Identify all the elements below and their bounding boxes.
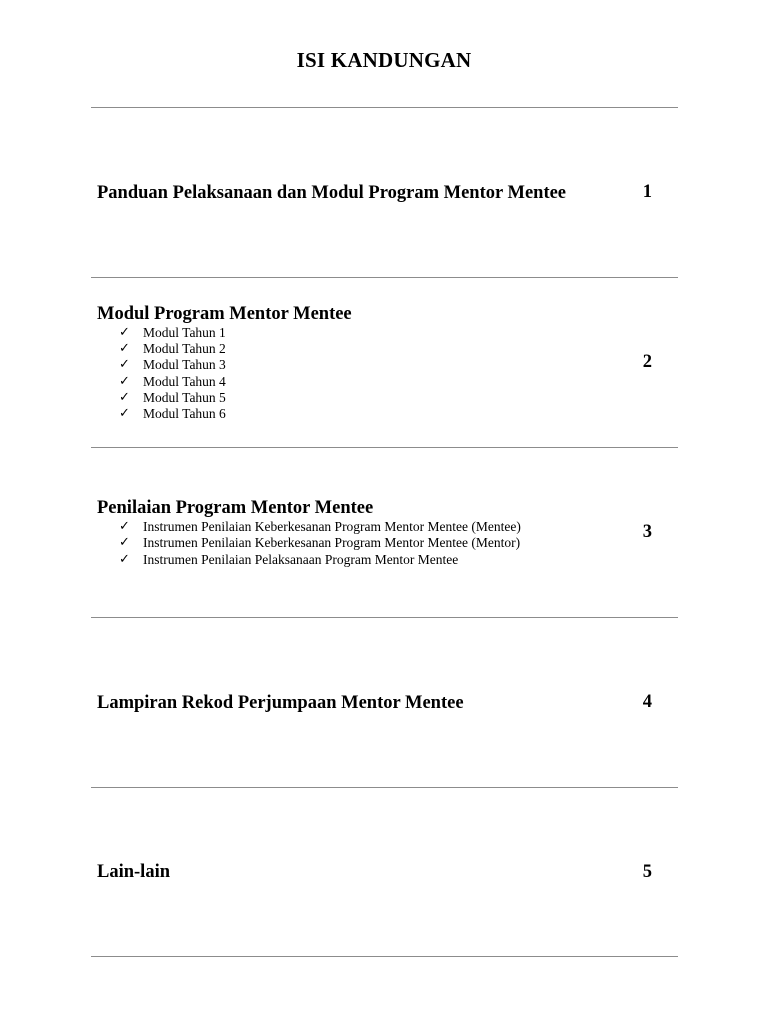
toc-page-number: 2 [642,352,652,372]
toc-page-number: 4 [642,692,652,712]
checkmark-icon: ✓ [119,519,130,535]
toc-page-number: 5 [642,861,652,882]
list-item [119,406,618,422]
list-item [119,341,618,357]
checkmark-icon: ✓ [119,389,130,405]
list-item [119,390,618,406]
list-item-label: Modul Tahun 3 [143,357,226,373]
toc-heading: Lampiran Rekod Perjumpaan Mentor Mentee [97,692,464,713]
toc-page-number: 1 [642,182,652,202]
list-item [119,325,618,341]
list-item [119,374,618,390]
list-item-label: Modul Tahun 5 [143,389,226,405]
checkmark-icon: ✓ [119,373,130,389]
toc-heading: Modul Program Mentor Mentee [97,303,352,324]
list-item-label: Instrumen Penilaian Pelaksanaan Program Mentor Mentee [143,551,459,567]
list-item [119,535,618,551]
checkmark-icon: ✓ [119,551,130,567]
list-item [119,357,618,373]
toc-row [91,447,678,617]
toc-heading: Panduan Pelaksanaan dan Modul Program Mentor Mentee [97,182,567,203]
checkmark-icon: ✓ [119,357,130,373]
toc-page-number: 3 [642,522,652,542]
checkmark-icon: ✓ [119,535,130,551]
table-of-contents [91,107,678,957]
toc-row [91,107,678,277]
toc-sublist [97,519,618,568]
page-title: ISI KANDUNGAN [296,48,472,72]
toc-row [91,787,678,957]
toc-heading: Lain-lain [97,862,170,882]
list-item-label: Modul Tahun 6 [143,405,226,421]
list-item [119,519,618,535]
toc-row [91,277,678,447]
list-item-label: Modul Tahun 2 [143,341,226,357]
list-item-label: Instrumen Penilaian Keberkesanan Program Mentor Mentee (Mentee) [143,519,521,535]
list-item-label: Instrumen Penilaian Keberkesanan Program Mentor Mentee (Mentor) [143,535,521,551]
toc-sublist [97,325,618,422]
checkmark-icon: ✓ [119,341,130,357]
list-item-label: Modul Tahun 4 [143,373,226,389]
toc-heading: Penilaian Program Mentor Mentee [97,498,374,519]
list-item-label: Modul Tahun 1 [143,324,226,340]
toc-row [91,617,678,787]
checkmark-icon: ✓ [119,405,130,421]
checkmark-icon: ✓ [119,324,130,340]
list-item [119,552,618,568]
